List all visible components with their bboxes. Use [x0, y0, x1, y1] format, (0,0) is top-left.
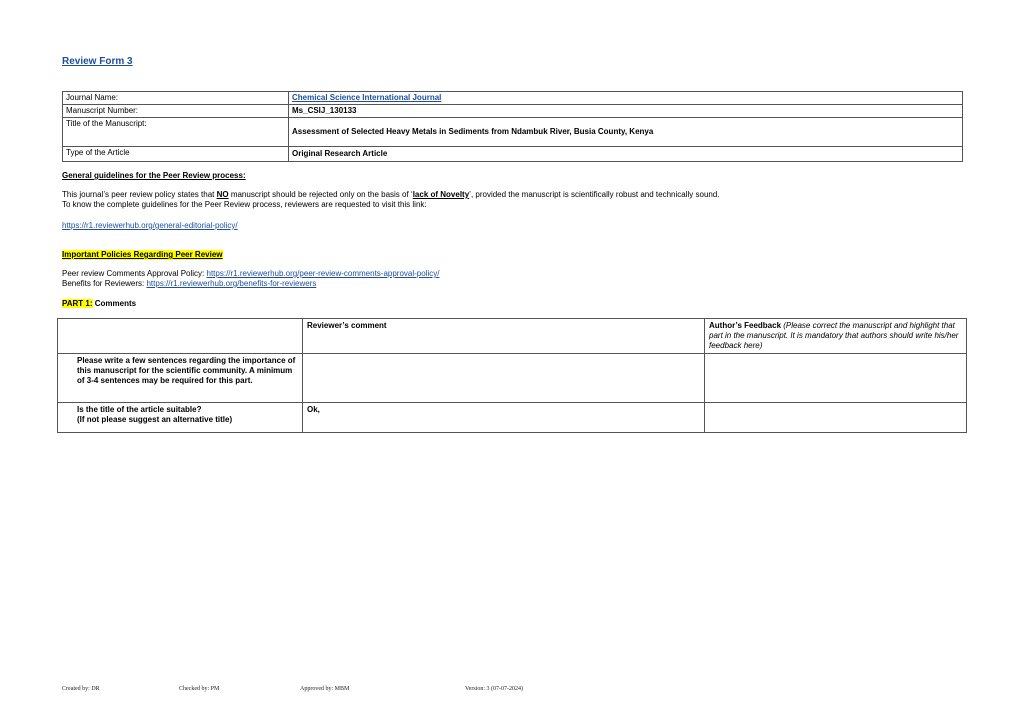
guidelines-text-b: manuscript should be rejected only on the basis of ‘ [228, 190, 413, 199]
form-title: Review Form 3 [62, 56, 133, 67]
footer-created: Created by: DR [62, 686, 100, 692]
journal-link[interactable]: Chemical Science International Journal [292, 93, 442, 102]
reviewer-comment-header: Reviewer’s comment [303, 319, 705, 354]
part1-rest: Comments [92, 299, 137, 308]
benefits-line [62, 279, 316, 289]
guidelines-text-c: ’, provided the manuscript is scientifically robust and technically sound. [469, 190, 720, 199]
author-feedback-cell[interactable] [705, 354, 967, 403]
approval-policy-link[interactable]: https://r1.reviewerhub.org/peer-review-comments-approval-policy/ [206, 269, 440, 278]
guidelines-heading: General guidelines for the Peer Review process: [62, 171, 246, 180]
question-title-line2: (If not please suggest an alternative title) [77, 415, 233, 424]
type-row [63, 147, 963, 162]
title-label: Title of the Manuscript: [63, 118, 289, 147]
table-row [58, 354, 967, 403]
footer-approved: Approved by: MBM [300, 686, 350, 692]
comments-table [57, 318, 967, 433]
manuscript-row [63, 105, 963, 118]
reviewer-comment-cell[interactable] [303, 354, 705, 403]
benefits-link[interactable]: https://r1.reviewerhub.org/benefits-for-reviewers [146, 279, 317, 288]
author-feedback-cell[interactable] [705, 403, 967, 433]
question-importance: Please write a few sentences regarding the importance of this manuscript for the scientific community. A minimum of 3-4 sentences may be required for this part. [58, 354, 303, 403]
guidelines-text-a: This journal’s peer review policy states that [62, 190, 217, 199]
journal-row [63, 92, 963, 105]
journal-label: Journal Name: [63, 92, 289, 105]
benefits-label: Benefits for Reviewers: [62, 279, 147, 288]
manuscript-label: Manuscript Number: [63, 105, 289, 118]
policies-heading: Important Policies Regarding Peer Review [62, 250, 223, 259]
guidelines-no: NO [216, 190, 229, 199]
question-title-line1: Is the title of the article suitable? [77, 405, 202, 414]
manuscript-title: Assessment of Selected Heavy Metals in Sediments from Ndambuk River, Busia County, Kenya [289, 118, 963, 147]
question-title-suitable [58, 403, 303, 433]
title-row [63, 118, 963, 147]
author-feedback-instructions: (Please correct the manuscript and highlight that part in the manuscript. It is mandatory that authors should write his/her feedback here) [709, 321, 959, 350]
part1-label: PART 1: [62, 299, 93, 308]
header-empty-cell [58, 319, 303, 354]
editorial-policy-link[interactable]: https://r1.reviewerhub.org/general-editorial-policy/ [62, 221, 238, 230]
part1-heading [62, 299, 136, 309]
approval-policy-label: Peer review Comments Approval Policy: [62, 269, 207, 278]
type-label: Type of the Article [63, 147, 289, 162]
article-type: Original Research Article [289, 147, 963, 162]
footer-version: Version: 3 (07-07-2024) [465, 686, 523, 692]
guidelines-novelty: lack of Novelty [412, 190, 470, 199]
guidelines-paragraph [62, 190, 962, 200]
guidelines-visit-text: To know the complete guidelines for the Peer Review process, reviewers are requested to visit this link: [62, 200, 427, 209]
author-feedback-header [705, 319, 967, 354]
reviewer-comment-cell[interactable]: Ok, [303, 403, 705, 433]
approval-policy-line [62, 269, 439, 279]
comments-header-row [58, 319, 967, 354]
author-feedback-label: Author’s Feedback [709, 321, 782, 330]
manuscript-number: Ms_CSIJ_130133 [289, 105, 963, 118]
manuscript-info-table [62, 91, 963, 162]
table-row [58, 403, 967, 433]
footer-checked: Checked by: PM [179, 686, 220, 692]
